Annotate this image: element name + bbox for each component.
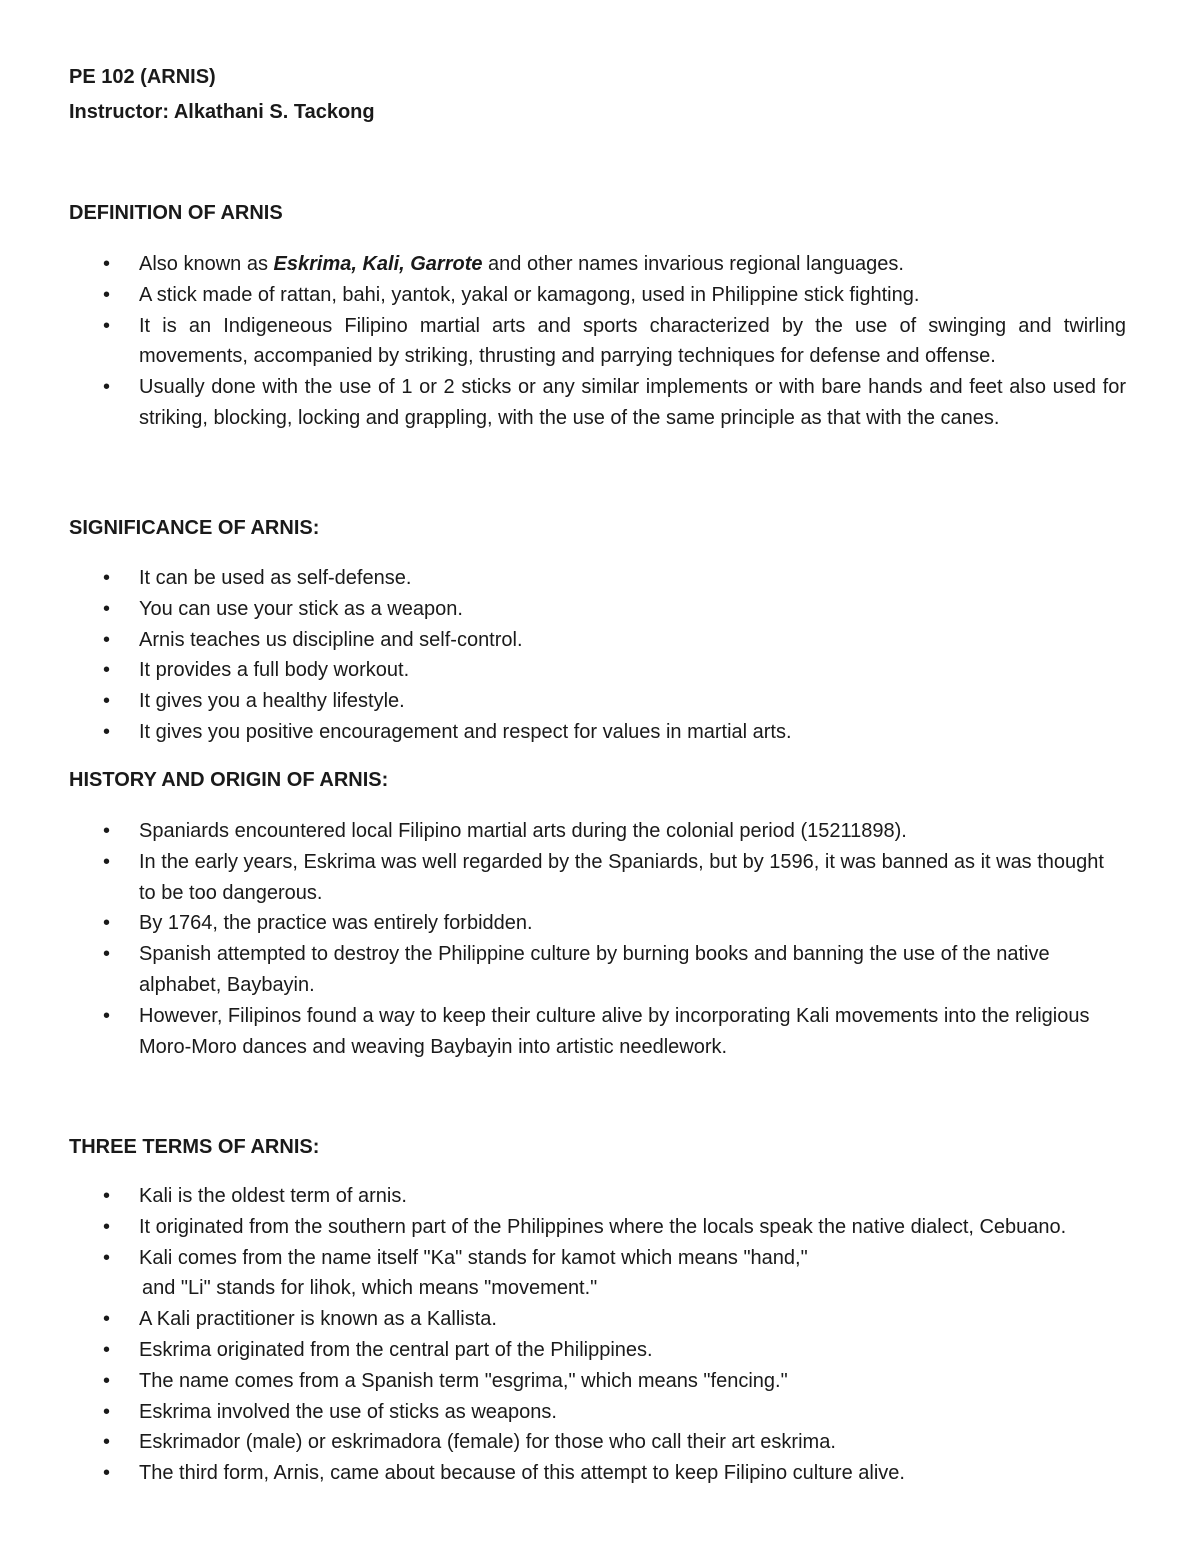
bullet-icon: • xyxy=(103,1185,111,1207)
list-item: • However, Filipinos found a way to keep their culture alive by incorporating Kali movements into the religious Moro-Moro dances and weaving Baybayin into artistic needlework. xyxy=(0,1001,1126,1063)
bullet-icon: • xyxy=(103,943,111,966)
alternate-names: Eskrima, Kali, Garrote xyxy=(273,253,483,275)
bullet-icon: • xyxy=(103,283,111,306)
bullet-icon: • xyxy=(103,659,111,682)
bullet-icon: • xyxy=(103,1369,111,1392)
history-heading: HISTORY AND ORIGIN OF ARNIS: xyxy=(69,769,389,791)
significance-heading: SIGNIFICANCE OF ARNIS: xyxy=(69,517,320,539)
list-item: • Kali is the oldest term of arnis. xyxy=(0,1181,1126,1212)
bullet-icon: • xyxy=(103,376,111,399)
bullet-icon: • xyxy=(103,690,111,713)
bullet-icon: • xyxy=(103,628,111,651)
bullet-icon: • xyxy=(103,1400,111,1423)
significance-list xyxy=(0,563,1200,748)
history-list xyxy=(0,816,1200,1062)
list-item: • It can be used as self-defense. xyxy=(0,563,1126,594)
definition-list xyxy=(0,249,1200,434)
bullet-icon: • xyxy=(103,1338,111,1361)
list-item: • Spanish attempted to destroy the Philippine culture by burning books and banning the use of the native alphabet, Baybayin. xyxy=(0,939,1126,1001)
bullet-icon: • xyxy=(103,1004,111,1027)
bullet-icon: • xyxy=(103,567,111,589)
bullet-icon: • xyxy=(103,1431,111,1454)
bullet-icon: • xyxy=(103,253,111,275)
bullet-icon: • xyxy=(103,820,111,842)
list-item: • By 1764, the practice was entirely forbidden. xyxy=(0,908,1126,939)
bullet-icon: • xyxy=(103,1215,111,1238)
list-item: • Arnis teaches us discipline and self-control. xyxy=(0,625,1126,656)
definition-heading: DEFINITION OF ARNIS xyxy=(69,202,283,224)
list-item: • It originated from the southern part of the Philippines where the locals speak the native dialect, Cebuano. xyxy=(0,1212,1126,1243)
bullet-icon: • xyxy=(103,1462,111,1485)
list-item: • It is an Indigeneous Filipino martial arts and sports characterized by the use of swinging and twirling movements, accompanied by striking, thrusting and parrying techniques for defense and offense. xyxy=(0,311,1126,373)
list-item: • In the early years, Eskrima was well regarded by the Spaniards, but by 1596, it was banned as it was thought to be too dangerous. xyxy=(0,847,1126,909)
terms-heading: THREE TERMS OF ARNIS: xyxy=(69,1136,320,1158)
list-item: • The name comes from a Spanish term "esgrima," which means "fencing." xyxy=(0,1366,1126,1397)
instructor-line: Instructor: Alkathani S. Tackong xyxy=(69,101,375,123)
bullet-icon: • xyxy=(103,912,111,935)
terms-list xyxy=(0,1181,1200,1489)
bullet-icon: • xyxy=(103,1246,111,1269)
list-item: • Kali comes from the name itself "Ka" stands for kamot which means "hand," and "Li" stands for lihok, which means "movement." xyxy=(0,1243,1126,1305)
bullet-icon: • xyxy=(103,1308,111,1331)
bullet-icon: • xyxy=(103,314,111,337)
list-item: • A stick made of rattan, bahi, yantok, yakal or kamagong, used in Philippine stick fighting. xyxy=(0,280,1126,311)
list-item: • Eskrima involved the use of sticks as weapons. xyxy=(0,1397,1126,1428)
course-title: PE 102 (ARNIS) xyxy=(69,66,216,88)
list-item: • Eskrima originated from the central part of the Philippines. xyxy=(0,1335,1126,1366)
list-item: • Eskrimador (male) or eskrimadora (female) for those who call their art eskrima. xyxy=(0,1427,1126,1458)
list-item: • The third form, Arnis, came about because of this attempt to keep Filipino culture alive. xyxy=(0,1458,1126,1489)
list-item: • Usually done with the use of 1 or 2 sticks or any similar implements or with bare hands and feet also used for striking, blocking, locking and grappling, with the use of the same principle as that with the canes. xyxy=(0,372,1126,434)
list-item: • Also known as Eskrima, Kali, Garrote and other names invarious regional languages. xyxy=(0,249,1126,280)
bullet-icon: • xyxy=(103,850,111,873)
bullet-icon: • xyxy=(103,720,111,743)
bullet-icon: • xyxy=(103,597,111,620)
list-item: • A Kali practitioner is known as a Kallista. xyxy=(0,1304,1126,1335)
list-item: • You can use your stick as a weapon. xyxy=(0,594,1126,625)
list-item: • It provides a full body workout. xyxy=(0,655,1126,686)
list-item: • It gives you a healthy lifestyle. xyxy=(0,686,1126,717)
list-item: • Spaniards encountered local Filipino martial arts during the colonial period (15211898). xyxy=(0,816,1126,847)
list-item: • It gives you positive encouragement and respect for values in martial arts. xyxy=(0,717,1126,748)
